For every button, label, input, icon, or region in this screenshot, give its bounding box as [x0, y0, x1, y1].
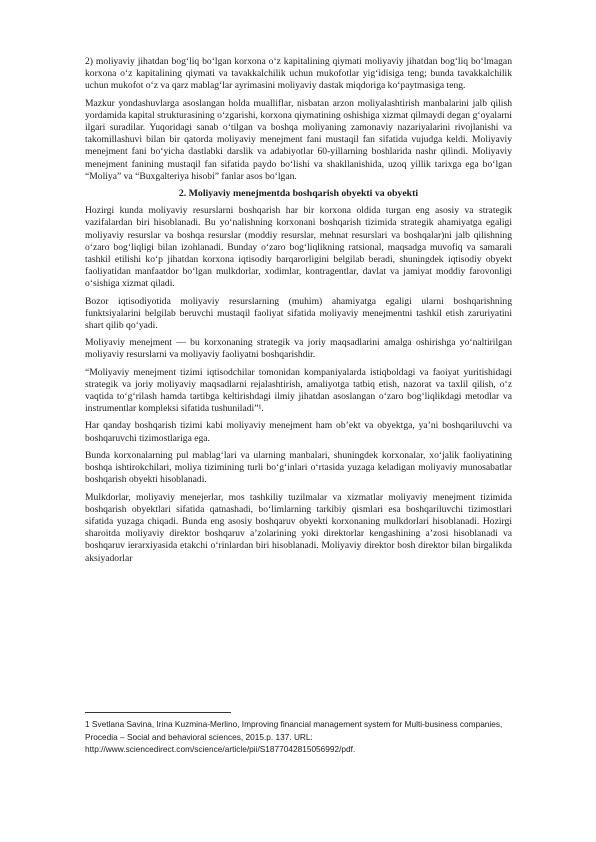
paragraph-body-1: Hozirgi kunda moliyaviy resurslarni boshqarish har bir korxona oldida turgan eng asosiy va strategik vazifalardan biri hisoblanadi. Bu yo‘nalishning korxonani boshqarish tizimida strategik ahamiyatga egaligi moliyaviy resurslar va boshqa resurslar (moddiy resurslar, mehnat resurslari va boshqalar)ni jalb qilishning o‘zaro bog‘liqligi bilan izohlanadi. Bunday o‘zaro bog‘liqlikning ratsional, maqsadga muvofiq va samarali tashkil etilishi ko‘p jihatdan korxona iqtisodiy barqarorligini belgilab beradi, shuningdek iqtisodiy obyekt faoliyatidan manfaatdor bo‘lgan mulkdorlar, xodimlar, kontragentlar, davlat va jamiyat moddiy farovonligi o‘sishiga xizmat qiladi. [85, 205, 512, 290]
paragraph-intro-2: Mazkur yondashuvlarga asoslangan holda mualliflar, nisbatan arzon moliyalashtirish manbalarini jalb qilish yordamida kapital strukturasining o‘zgarishi, korxona qiymatining oshishiga xizmat qilmaydi degan g‘oyalarni ilgari suradilar. Yuqoridagi sanab o‘tilgan va boshqa moliyaning zamonaviy nazariyalarini rivojlanishi va takomillashuvi bilan bir qatorda moliyaviy menejment fani mustaqil fan sifatida vujudga keldi. Moliyaviy menejment fani bo‘yicha dastlabki darslik va adabiyotlar 60-yillarning boshlarida nashr qilindi. Moliyaviy menejment fanining mustaqil fan sifatida paydo bo‘lishi va shakllanishida, uzoq yillik tarixga ega bo‘lgan “Moliya” va “Buxgalteriya hisobi” fanlar asos bo‘lgan. [85, 97, 512, 182]
footnote-divider [85, 712, 231, 713]
paragraph-body-7: Mulkdorlar, moliyaviy menejerlar, mos tashkiliy tuzilmalar va xizmatlar moliyaviy menejment tizimida boshqarish obyektlari sifatida qatnashadi, bo‘limlarning tarkibiy qismlari esa boshqariluvchi tizimostlari sifatida yuzaga chiqadi. Bunda eng asosiy boshqaruv obyekti korxonaning mulkdorlari hisoblanadi. Hozirgi sharoitda moliyaviy direktor boshqaruv a’zolarining yoki direktorlar kengashining a’zosi hisoblanadi va boshqaruv ierarxiyasida etakchi o‘rinlardan biri hisoblanadi. Moliyaviy direktor bosh direktor bilan birgalikda aksiyadorlar [85, 491, 512, 564]
footnote: 1 Svetlana Savina, Irina Kuzmina-Merlino, Improving financial management system for Multi-business companies, Procedia – Social and behavioral sciences, 2015.p. 137. URL: http://www.sciencedirect.com/science/article/pii/S1877042815056992/pdf. [85, 719, 503, 754]
paragraph-intro-1: 2) moliyaviy jihatdan bog‘liq bo‘lgan korxona o‘z kapitalining qiymati moliyaviy jihatdan bog‘liq bo‘lmagan korxona o‘z kapitalining qiymati va tavakkalchilik uchun mukofotlar yig‘idisiga teng; bunda tavakkalchilik uchun mukofot o‘z va qarz mablag‘lar ayrimasini moliyaviy dastak miqdoriga ko‘paytmasiga teng. [85, 56, 512, 92]
paragraph-body-2: Bozor iqtisodiyotida moliyaviy resurslarning (muhim) ahamiyatga egaligi ularni boshqarishning funktsiyalarini belgilab beruvchi mustaqil faoliyat sifatida moliyaviy menejmentni tashkil etish zaruriyatini shart qilib qo‘yadi. [85, 295, 512, 332]
paragraph-body-5: Har qanday boshqarish tizimi kabi moliyaviy menejment ham ob’ekt va obyektga, ya’ni boshqariluvchi va boshqaruvchi tizimostlariga ega. [85, 420, 512, 444]
section-heading: 2. Moliyaviy menejmentda boshqarish obyekti va obyekti [178, 188, 419, 200]
paragraph-body-3: Moliyaviy menejment — bu korxonaning strategik va joriy maqsadlarini amalga oshirishga yo‘naltirilgan moliyaviy resurslarni va moliyaviy faoliyatni boshqarishdir. [85, 337, 512, 361]
page-body [85, 56, 512, 570]
paragraph-body-6: Bunda korxonalarning pul mablag‘lari va ularning manbalari, shuningdek korxonalar, xo‘jalik faoliyatining boshqa ishtirokchilari, moliya tizimining turli bo‘g‘inlari o‘rtasida yuzaga keladigan moliyaviy munosabatlar boshqarish obyekti hisoblanadi. [85, 449, 512, 486]
paragraph-body-4-quote: “Moliyaviy menejment tizimi iqtisodchilar tomonidan kompaniyalarda istiqboldagi va faoiyat yuritishidagi strategik va joriy moliyaviy maqsadlarni rejalashtirish, amaliyotga tatbiq etish, nazorat va taxlil qilish, o‘z vaqtida to‘g‘rilash hamda tartibga keltirishdagi ilmiy jihatdan asoslangan o‘zaro bog‘liqlikdagi metodlar va instrumentlar kompleksi sifatida tushuniladi”¹. [85, 366, 512, 415]
